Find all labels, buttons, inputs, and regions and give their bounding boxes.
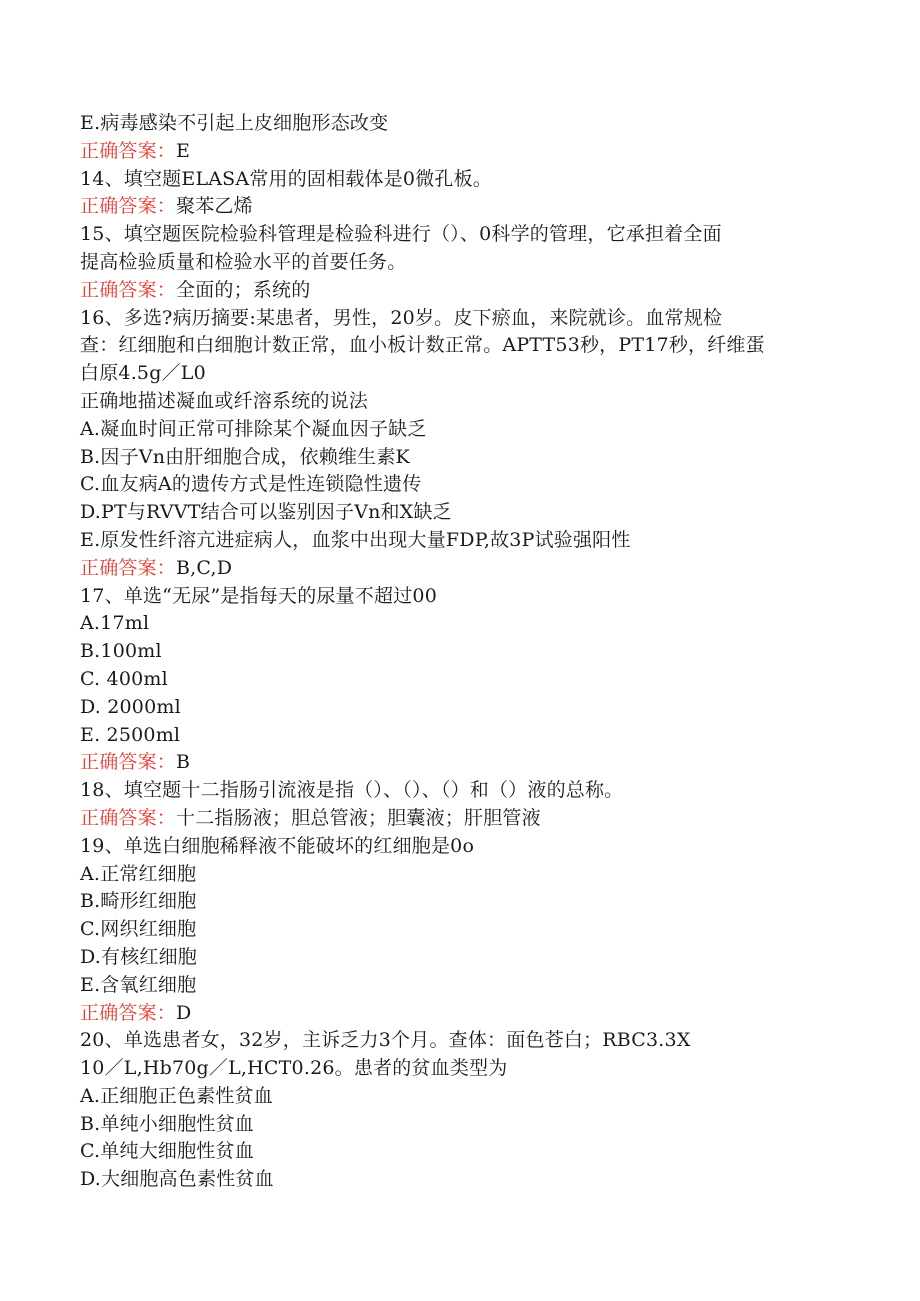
text-line: 18、填空题十二指肠引流液是指（）、（）、（）和（）液的总称。 bbox=[80, 779, 624, 802]
answer-value: 聚苯乙烯 bbox=[176, 195, 253, 218]
answer-line bbox=[80, 805, 860, 833]
text-line: B.100ml bbox=[80, 640, 162, 663]
text-line: 10／L,Hb70g／L,HCT0.26。患者的贫血类型为 bbox=[80, 1057, 508, 1080]
text-line: D.有核红细胞 bbox=[80, 945, 197, 968]
answer-value: B bbox=[176, 751, 191, 774]
text-line: E.病毒感染不引起上皮细胞形态改变 bbox=[80, 112, 389, 134]
text-line: E. 2500ml bbox=[80, 723, 181, 746]
text-line: C.单纯大细胞性贫血 bbox=[80, 1140, 254, 1163]
text-line: B.畸形红细胞 bbox=[80, 890, 197, 913]
answer-label: 正确答案： bbox=[80, 806, 177, 829]
answer-line bbox=[80, 1000, 860, 1028]
answer-line bbox=[80, 193, 860, 221]
text-line: 正确地描述凝血或纤溶系统的说法 bbox=[80, 389, 369, 412]
text-line: C.血友病A的遗传方式是性连锁隐性遗传 bbox=[80, 473, 422, 496]
text-line: D. 2000ml bbox=[80, 695, 181, 718]
answer-value: 十二指肠液；胆总管液；胆囊液；肝胆管液 bbox=[176, 806, 541, 829]
text-line: 19、单选白细胞稀释液不能破坏的红细胞是0o bbox=[80, 834, 475, 857]
answer-label: 正确答案： bbox=[80, 1001, 177, 1024]
text-line: 20、单选患者女，32岁，主诉乏力3个月。查体：面色苍白；RBC3.3X bbox=[80, 1029, 691, 1052]
answer-value: D bbox=[176, 1001, 192, 1024]
text-line: E.含氧红细胞 bbox=[80, 973, 197, 996]
answer-label: 正确答案： bbox=[80, 751, 177, 774]
text-line: A.凝血时间正常可排除某个凝血因子缺乏 bbox=[80, 417, 427, 440]
text-line: 14、填空题ELASA常用的固相载体是0微孔板。 bbox=[80, 167, 493, 190]
answer-value: E bbox=[176, 139, 191, 162]
answer-line bbox=[80, 277, 860, 305]
answer-label: 正确答案： bbox=[80, 139, 177, 162]
answer-value: B,C,D bbox=[176, 556, 233, 579]
text-line: A.正常红细胞 bbox=[80, 862, 197, 885]
text-line: C. 400ml bbox=[80, 667, 168, 690]
answer-line bbox=[80, 555, 860, 583]
text-line: A.17ml bbox=[80, 612, 150, 635]
text-line: 16、多选?病历摘要:某患者，男性，20岁。皮下瘀血，来院就诊。血常规检 bbox=[80, 306, 723, 329]
text-line: 17、单选“无尿”是指每天的尿量不超过00 bbox=[80, 584, 437, 607]
text-line: C.网织红细胞 bbox=[80, 918, 197, 941]
text-line: B.单纯小细胞性贫血 bbox=[80, 1112, 255, 1135]
text-line: 白原4.5g／L0 bbox=[80, 362, 206, 385]
text-line: D.PT与RVVT结合可以鉴别因子Vn和X缺乏 bbox=[80, 501, 452, 524]
document-page bbox=[80, 110, 860, 1194]
text-line: E.原发性纤溶亢进症病人，血浆中出现大量FDP,故3P试验强阳性 bbox=[80, 528, 631, 551]
text-line: 提高检验质量和检验水平的首要任务。 bbox=[80, 250, 407, 273]
answer-label: 正确答案： bbox=[80, 556, 177, 579]
answer-line bbox=[80, 749, 860, 777]
answer-line bbox=[80, 138, 860, 166]
text-line: A.正细胞正色素性贫血 bbox=[80, 1084, 273, 1107]
answer-value: 全面的；系统的 bbox=[176, 278, 311, 301]
text-line: B.因子Vn由肝细胞合成，依赖维生素K bbox=[80, 445, 410, 468]
text-line: 查：红细胞和白细胞计数正常，血小板计数正常。APTT53秒，PT17秒，纤维蛋 bbox=[80, 334, 765, 357]
text-line: 15、填空题医院检验科管理是检验科进行（）、0科学的管理，它承担着全面 bbox=[80, 223, 722, 246]
text-line: D.大细胞高色素性贫血 bbox=[80, 1168, 274, 1191]
answer-label: 正确答案： bbox=[80, 278, 177, 301]
answer-label: 正确答案： bbox=[80, 195, 177, 218]
